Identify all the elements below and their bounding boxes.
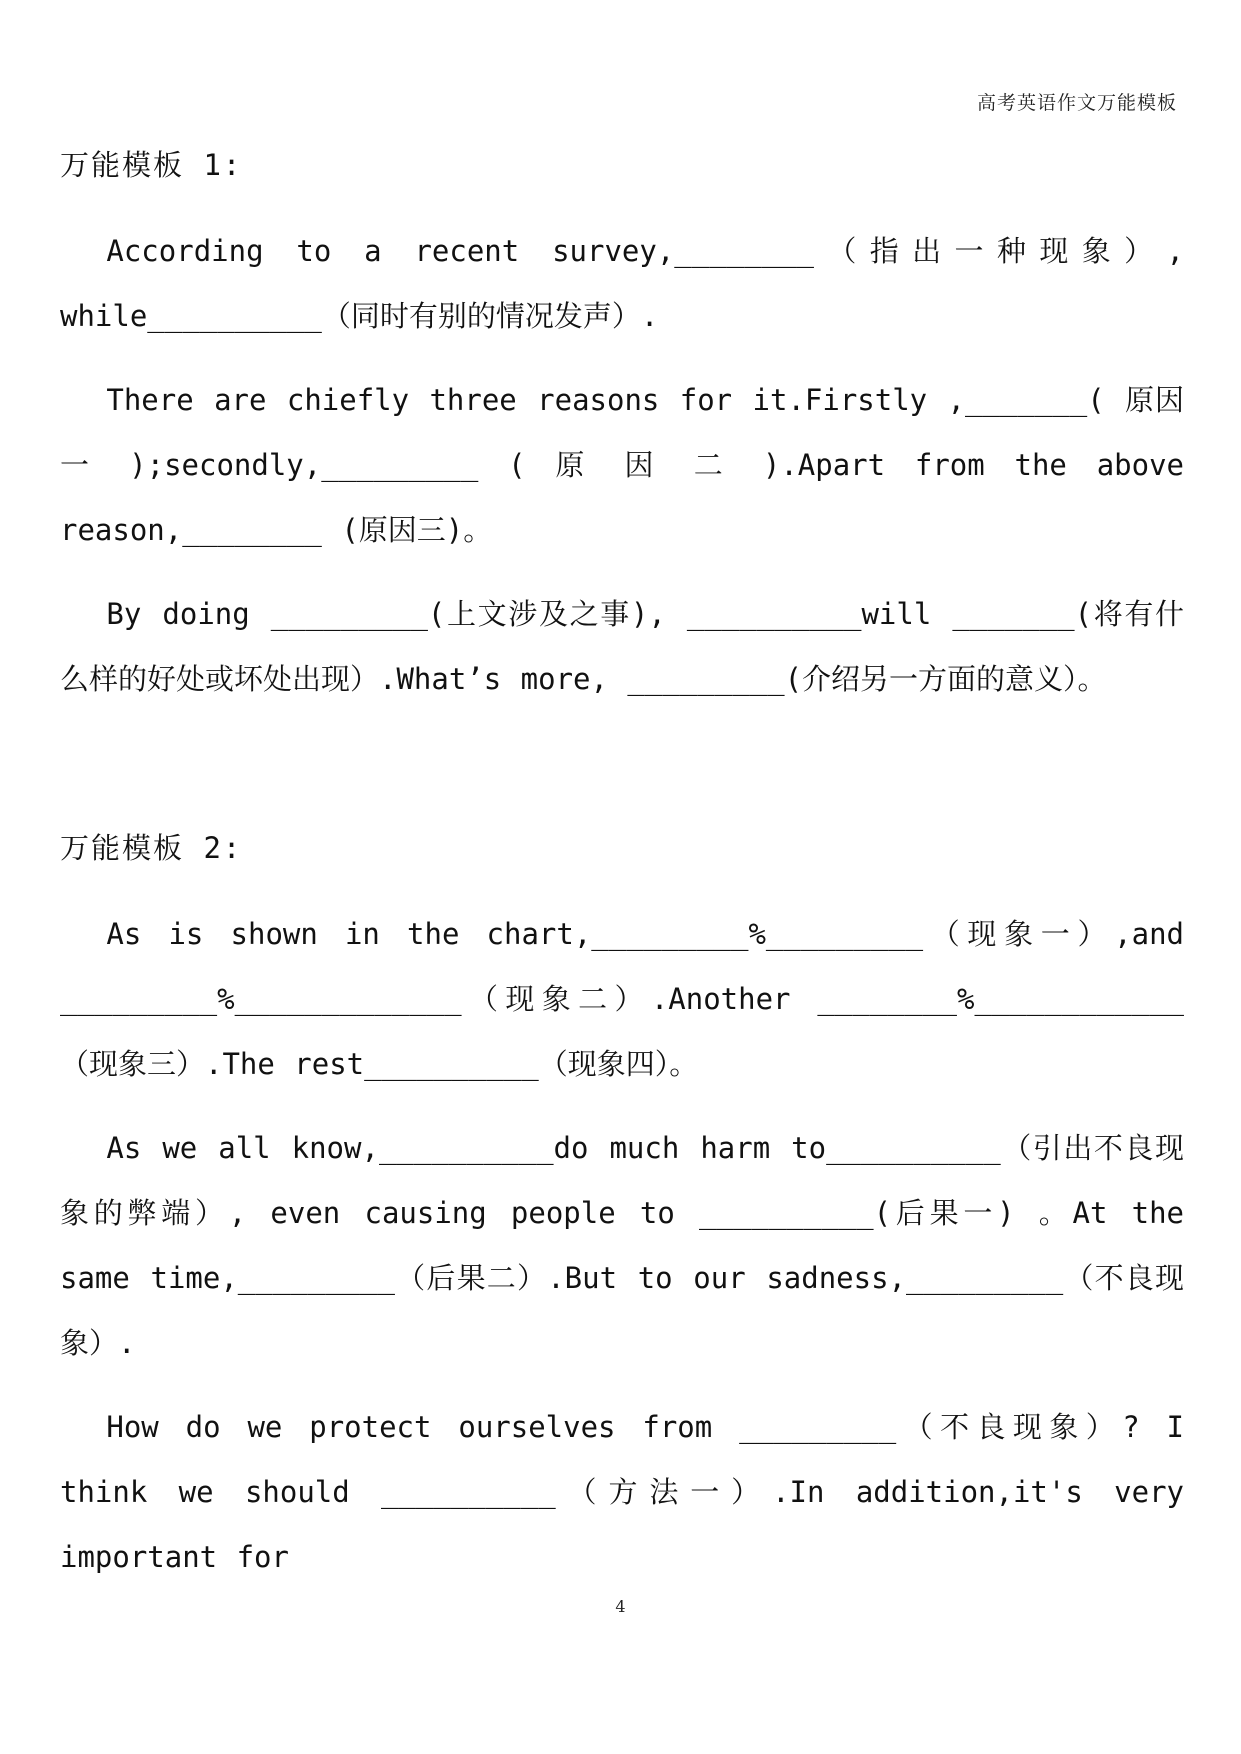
document-header-title: 高考英语作文万能模板 [976, 92, 1177, 114]
template-1-heading: 万能模板 1: [60, 148, 243, 182]
document-body [60, 145, 1184, 1609]
template-1-paragraph-2: There are chiefly three reasons for it.Firstly ,_______( 原因一 );secondly,_________ ( 原 因 二 ).Apart from the above reason,________ (原因三)。 [60, 383, 1184, 547]
template-2-paragraph-2: As we all know,__________do much harm to__________（引出不良现象的弊端）, even causing people to __________(后果一) 。At the same time,_________（后果二）.But to our sadness,_________（不良现象）. [60, 1131, 1184, 1360]
template-1-paragraph-3: By doing _________(上文涉及之事), __________will _______(将有什么样的好处或坏处出现）.What’s more, _________(介绍另一方面的意义）。 [60, 597, 1184, 696]
template-2-paragraph-3: How do we protect ourselves from _________（不良现象）? I think we should __________（方法一）.In addition,it's very important for [60, 1410, 1184, 1574]
template-1-paragraph-1: According to a recent survey,________（指出一种现象）, while__________（同时有别的情况发声）. [60, 234, 1184, 333]
page-number: 4 [615, 1597, 626, 1616]
template-2-heading: 万能模板 2: [60, 831, 243, 865]
template-2-paragraph-1: As is shown in the chart,_________%_________（现象一）,and _________%_____________（现象二）.Another ________%____________ （现象三）.The rest__________（现象四）。 [60, 917, 1184, 1081]
